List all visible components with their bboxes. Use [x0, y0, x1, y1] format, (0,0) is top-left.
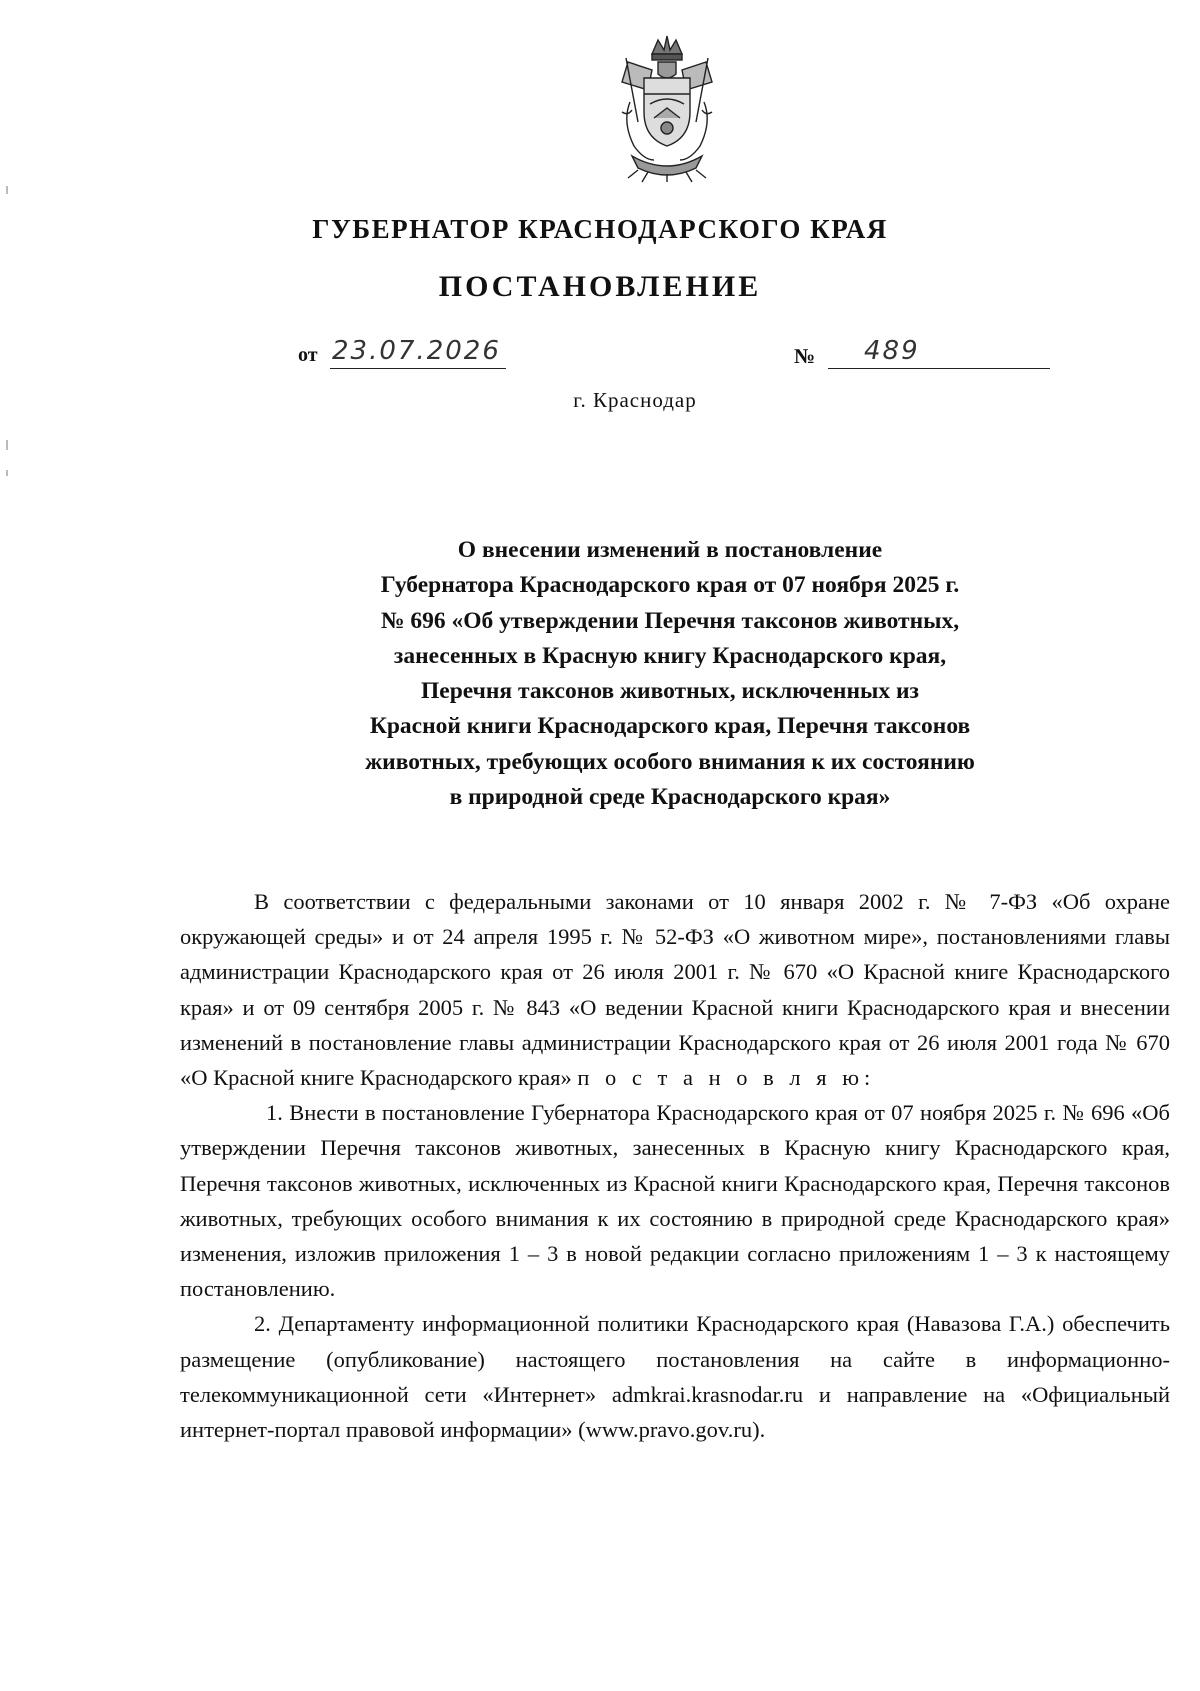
handwritten-number: 489	[864, 336, 920, 366]
item-2-paragraph: 2. Департаменту информационной политики Краснодарского края (Навазова Г.А.) обеспечить размещение (опубликование) настоящего постановления на сайте в информационно-телекоммуникационной сети «Интернет» admkrai.krasnodar.ru и направление на «Официальный интернет-портал правовой информации» (www.pravo.gov.ru).	[180, 1311, 1170, 1443]
handwritten-date: 23.07.2026	[332, 336, 501, 366]
coat-of-arms-icon	[608, 32, 726, 184]
city: г. Краснодар	[573, 388, 697, 412]
scan-mark	[6, 186, 8, 194]
date-number-row	[298, 336, 1058, 376]
subject-line: животных, требующих особого внимания к их состоянию	[365, 748, 975, 775]
date-label: от	[298, 344, 318, 366]
scan-mark	[6, 440, 8, 450]
subject-line: О внесении изменений в постановление	[457, 537, 883, 563]
preamble-paragraph	[180, 884, 1170, 1095]
scan-mark	[6, 470, 8, 476]
item-1-paragraph: 1. Внести в постановление Губернатора Краснодарского края от 07 ноября 2025 г. № 696 «Об утверждении Перечня таксонов животных, занесенных в Красную книгу Краснодарского края, Перечня таксонов животных, исключенных из Красной книги Краснодарского края, Перечня таксонов животных, требующих особого внимания к их состоянию в природной среде Краснодарского края» изменения, изложив приложения 1 – 3 в новой редакции согласно приложениям 1 – 3 к настоящему постановлению.	[180, 1100, 1170, 1302]
document-type: ПОСТАНОВЛЕНИЕ	[438, 270, 762, 303]
date-underline	[330, 368, 506, 369]
subject-line: занесенных в Красную книгу Краснодарского края,	[393, 642, 947, 669]
subject-line: № 696 «Об утверждении Перечня таксонов животных,	[380, 607, 960, 634]
document-subject	[290, 533, 1050, 815]
subject-line: в природной среде Краснодарского края»	[449, 784, 891, 811]
number-label: №	[794, 344, 816, 368]
subject-line: Красной книги Краснодарского края, Перечня таксонов	[369, 713, 971, 740]
number-underline	[828, 368, 1050, 369]
issuing-authority: ГУБЕРНАТОР КРАСНОДАРСКОГО КРАЯ	[312, 214, 888, 244]
subject-line: Губернатора Краснодарского края от 07 ноября 2025 г.	[380, 572, 960, 599]
document-body	[180, 884, 1170, 1447]
preamble-text: В соответствии с федеральными законами от 10 января 2002 г. № 7-ФЗ «Об охране окружающей среды» и от 24 апреля 1995 г. № 52-ФЗ «О животном мире», постановлениями главы администрации Краснодарского края от 26 июля 2001 г. № 670 «О Красной книге Краснодарского края» и от 09 сентября 2005 г. № 843 «О ведении Красной книги Краснодарского края и внесении изменений в постановление главы администрации Краснодарского края от 26 июля 2001 года № 670 «О Красной книге Краснодарского края»	[180, 889, 1170, 1091]
decree-word: п о с т а н о в л я ю:	[577, 1065, 876, 1091]
subject-line: Перечня таксонов животных, исключенных из	[421, 678, 919, 705]
